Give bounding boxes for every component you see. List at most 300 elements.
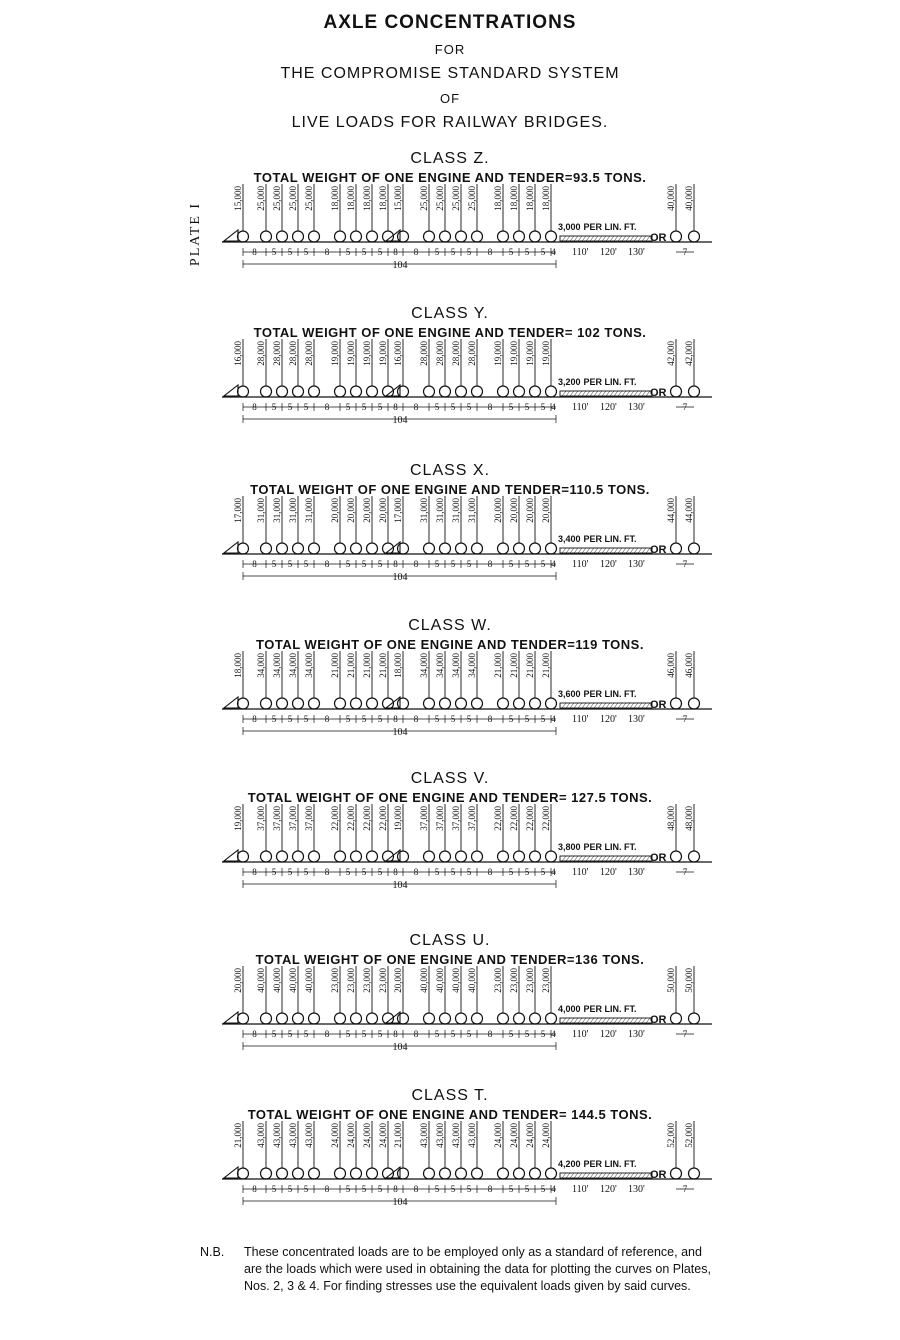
spacing-label: 5: [271, 1029, 277, 1039]
axle-load-label: 34,000: [288, 653, 298, 678]
axle-load-label: 28,000: [435, 341, 445, 366]
axle-load-label: 21,000: [378, 653, 388, 678]
spacing-label: 8: [393, 714, 398, 724]
class-block: [0, 462, 900, 622]
wheel-tender: [514, 386, 525, 397]
axle-load-label: 37,000: [451, 806, 461, 831]
wheel-tender: [351, 386, 362, 397]
wheel-alternate: [671, 851, 682, 862]
wheel-pilot: [398, 851, 409, 862]
wheel-pilot: [398, 231, 409, 242]
alternate-load-label: 44,000: [666, 498, 676, 523]
spacing-label: 5: [508, 1029, 514, 1039]
class-block: [0, 305, 900, 465]
axle-load-label: 19,000: [362, 341, 372, 366]
spacing-label: 8: [413, 247, 419, 257]
spacing-label: 5: [524, 714, 530, 724]
spacing-label: 5: [303, 867, 309, 877]
axle-load-label: 21,000: [346, 653, 356, 678]
wheel-driver: [472, 1168, 483, 1179]
engine-front-marker: [224, 850, 238, 861]
wheel-driver: [277, 698, 288, 709]
uniform-load-band: [560, 236, 652, 241]
axle-load-label: 23,000: [493, 968, 503, 993]
spacing-label: 5: [508, 559, 514, 569]
spacing-label: 5: [540, 402, 546, 412]
spacing-label: 5: [287, 402, 293, 412]
spacing-label: 5: [377, 559, 383, 569]
spacing-label: 5: [524, 402, 530, 412]
axle-load-label: 18,000: [525, 186, 535, 211]
wheel-tender: [514, 1168, 525, 1179]
axle-diagram: [0, 962, 900, 1090]
total-length-label: 104: [392, 260, 408, 271]
per-lin-ft-label: PER LIN. FT.: [583, 842, 637, 852]
axle-load-label: 31,000: [256, 498, 266, 523]
wheel-driver: [277, 1013, 288, 1024]
wheel-tender: [335, 1013, 346, 1024]
spacing-label: 5: [361, 559, 367, 569]
span-label: 120': [600, 247, 617, 258]
spacing-label: 5: [450, 247, 456, 257]
end-spacing-label: 7: [682, 247, 688, 257]
wheel-driver: [424, 386, 435, 397]
axle-load-label: 43,000: [304, 1123, 314, 1148]
wheel-tender: [367, 386, 378, 397]
axle-load-label: 15,000: [233, 186, 243, 211]
axle-load-label: 40,000: [272, 968, 282, 993]
alternate-load-label: 52,000: [684, 1123, 694, 1148]
uniform-load-value: 3,400: [558, 534, 581, 544]
wheel-driver: [424, 231, 435, 242]
axle-load-label: 28,000: [304, 341, 314, 366]
uniform-load-group: [558, 689, 637, 699]
wheel-driver: [277, 386, 288, 397]
axle-load-label: 22,000: [509, 806, 519, 831]
wheel-tender: [530, 851, 541, 862]
spacing-label: 5: [434, 1029, 440, 1039]
engine-front-marker: [224, 385, 238, 396]
spacing-label: 5: [450, 1184, 456, 1194]
wheel-pilot: [238, 386, 249, 397]
spacing-label: 5: [345, 867, 351, 877]
spacing-label: 5: [377, 1184, 383, 1194]
span-label: 130': [628, 1184, 645, 1195]
axle-load-label: 24,000: [525, 1123, 535, 1148]
spacing-label: 8: [252, 714, 257, 724]
class-name: CLASS Y.: [411, 305, 489, 322]
spacing-label: 8: [487, 559, 493, 569]
wheel-pilot: [238, 1013, 249, 1024]
total-length-label: 104: [392, 415, 408, 426]
axle-load-label: 22,000: [541, 806, 551, 831]
wheel-tender: [530, 386, 541, 397]
axle-load-label: 25,000: [304, 186, 314, 211]
axle-load-label: 21,000: [233, 1123, 243, 1148]
wheel-alternate: [689, 698, 700, 709]
axle-load-label: 18,000: [362, 186, 372, 211]
spacing-label: 5: [524, 559, 530, 569]
span-label: 110': [572, 559, 589, 570]
wheel-driver: [293, 543, 304, 554]
axle-load-label: 19,000: [393, 806, 403, 831]
wheel-tender: [367, 698, 378, 709]
axle-load-label: 25,000: [451, 186, 461, 211]
axle-load-label: 18,000: [541, 186, 551, 211]
span-label: 120': [600, 402, 617, 413]
spacing-label: 8: [413, 867, 419, 877]
axle-load-label: 22,000: [525, 806, 535, 831]
wheel-tender: [351, 698, 362, 709]
spacing-label: 8: [393, 247, 398, 257]
spacing-label: 5: [524, 1184, 530, 1194]
wheel-driver: [293, 851, 304, 862]
axle-load-label: 31,000: [304, 498, 314, 523]
spacing-label: 8: [393, 1029, 398, 1039]
wheel-tender: [514, 543, 525, 554]
spacing-label: 8: [324, 559, 330, 569]
spacing-label: 5: [345, 247, 351, 257]
spacing-label: 5: [303, 1184, 309, 1194]
spacing-label: 5: [450, 402, 456, 412]
wheel-tender: [367, 851, 378, 862]
axle-load-label: 19,000: [493, 341, 503, 366]
axle-load-label: 37,000: [304, 806, 314, 831]
total-weight-prefix: TOTAL WEIGHT OF ONE ENGINE AND TENDER: [256, 637, 568, 652]
axle-load-label: 18,000: [378, 186, 388, 211]
wheel-tender: [335, 851, 346, 862]
wheel-driver: [293, 698, 304, 709]
wheel-driver: [293, 231, 304, 242]
title-of: OF: [439, 91, 461, 106]
wheel-alternate: [689, 851, 700, 862]
wheel-driver: [440, 1013, 451, 1024]
uniform-load-value: 3,600: [558, 689, 581, 699]
spacing-label: 5: [450, 1029, 456, 1039]
wheel-driver: [261, 231, 272, 242]
wheel-tender: [546, 231, 557, 242]
axle-load-label: 25,000: [288, 186, 298, 211]
axle-load-label: 34,000: [256, 653, 266, 678]
wheel-tender: [498, 543, 509, 554]
spacing-label: 5: [345, 402, 351, 412]
spacing-label: 8: [393, 402, 398, 412]
wheel-tender: [530, 698, 541, 709]
total-weight-prefix: TOTAL WEIGHT OF ONE ENGINE AND TENDER: [247, 790, 559, 805]
wheel-driver: [440, 698, 451, 709]
wheel-driver: [456, 698, 467, 709]
class-block: [0, 770, 900, 930]
spacing-label: 8: [252, 1184, 257, 1194]
axle-load-label: 37,000: [272, 806, 282, 831]
axle-load-label: 43,000: [451, 1123, 461, 1148]
uniform-load-band: [560, 391, 652, 396]
wheel-tender: [351, 231, 362, 242]
or-label: OR: [650, 387, 667, 399]
axle-load-label: 21,000: [493, 653, 503, 678]
footnote-label: N.B.: [200, 1245, 225, 1259]
wheel-tender: [335, 386, 346, 397]
spacing-label: 8: [252, 247, 257, 257]
spacing-label: 5: [466, 867, 472, 877]
total-weight-value: =110.5 TONS.: [561, 482, 650, 497]
spacing-label: 5: [466, 559, 472, 569]
axle-load-label: 34,000: [419, 653, 429, 678]
wheel-driver: [261, 386, 272, 397]
or-label: OR: [650, 544, 667, 556]
wheel-driver: [440, 543, 451, 554]
wheel-driver: [424, 698, 435, 709]
uniform-load-group: [558, 842, 637, 852]
axle-load-label: 24,000: [362, 1123, 372, 1148]
class-block: [0, 617, 900, 777]
per-lin-ft-label: PER LIN. FT.: [583, 534, 637, 544]
subject-title: LIVE LOADS FOR RAILWAY BRIDGES.: [291, 114, 609, 131]
spacing-label: 4: [551, 1184, 556, 1194]
spacing-label: 5: [377, 402, 383, 412]
wheel-alternate: [689, 231, 700, 242]
total-weight-value: =136 TONS.: [566, 952, 645, 967]
class-block: [0, 1087, 900, 1247]
wheel-alternate: [671, 1013, 682, 1024]
total-weight-value: =119 TONS.: [567, 637, 644, 652]
spacing-label: 5: [287, 714, 293, 724]
wheel-driver: [261, 851, 272, 862]
spacing-label: 5: [466, 1029, 472, 1039]
or-label: OR: [650, 699, 667, 711]
wheel-tender: [367, 1013, 378, 1024]
wheel-driver: [424, 543, 435, 554]
wheel-driver: [277, 851, 288, 862]
wheel-driver: [309, 851, 320, 862]
axle-diagram: [0, 800, 900, 928]
per-lin-ft-label: PER LIN. FT.: [583, 222, 637, 232]
wheel-driver: [261, 698, 272, 709]
span-label: 130': [628, 714, 645, 725]
wheel-pilot: [238, 698, 249, 709]
per-lin-ft-label: PER LIN. FT.: [583, 377, 637, 387]
wheel-tender: [530, 543, 541, 554]
spacing-label: 5: [466, 1184, 472, 1194]
wheel-tender: [498, 851, 509, 862]
per-lin-ft-label: PER LIN. FT.: [583, 1159, 637, 1169]
engine-front-marker: [224, 697, 238, 708]
axle-load-label: 28,000: [256, 341, 266, 366]
spacing-label: 5: [287, 1029, 293, 1039]
uniform-load-band: [560, 703, 652, 708]
wheel-tender: [530, 1168, 541, 1179]
spacing-label: 5: [466, 402, 472, 412]
wheel-alternate: [671, 1168, 682, 1179]
axle-load-label: 28,000: [272, 341, 282, 366]
span-label: 110': [572, 402, 589, 413]
wheel-driver: [293, 1013, 304, 1024]
alternate-load-label: 42,000: [684, 341, 694, 366]
axle-load-label: 25,000: [256, 186, 266, 211]
axle-load-label: 24,000: [330, 1123, 340, 1148]
spacing-label: 5: [361, 247, 367, 257]
spacing-label: 8: [413, 402, 419, 412]
span-label: 130': [628, 402, 645, 413]
axle-load-label: 22,000: [493, 806, 503, 831]
axle-load-label: 22,000: [346, 806, 356, 831]
axle-load-label: 22,000: [362, 806, 372, 831]
wheel-tender: [514, 698, 525, 709]
wheel-driver: [261, 543, 272, 554]
class-name: CLASS T.: [411, 1087, 489, 1104]
wheel-driver: [309, 1168, 320, 1179]
spacing-label: 5: [524, 867, 530, 877]
wheel-driver: [472, 543, 483, 554]
total-weight-prefix: TOTAL WEIGHT OF ONE ENGINE AND TENDER: [253, 170, 565, 185]
axle-load-label: 19,000: [509, 341, 519, 366]
spacing-label: 5: [540, 1184, 546, 1194]
spacing-label: 5: [361, 402, 367, 412]
spacing-label: 4: [551, 714, 556, 724]
spacing-label: 8: [324, 867, 330, 877]
wheel-driver: [424, 1168, 435, 1179]
page-title: AXLE CONCENTRATIONS: [323, 12, 577, 33]
axle-load-label: 17,000: [233, 498, 243, 523]
end-spacing-label: 7: [682, 559, 688, 569]
wheel-tender: [367, 231, 378, 242]
spacing-label: 8: [252, 867, 257, 877]
spacing-label: 5: [508, 247, 514, 257]
class-block: [0, 932, 900, 1092]
axle-load-label: 18,000: [233, 653, 243, 678]
wheel-tender: [335, 231, 346, 242]
axle-load-label: 24,000: [378, 1123, 388, 1148]
axle-load-label: 37,000: [435, 806, 445, 831]
per-lin-ft-label: PER LIN. FT.: [583, 689, 637, 699]
axle-load-label: 25,000: [419, 186, 429, 211]
wheel-driver: [424, 851, 435, 862]
wheel-driver: [309, 231, 320, 242]
span-label: 110': [572, 1029, 589, 1040]
class-name: CLASS U.: [409, 932, 491, 949]
axle-load-label: 40,000: [451, 968, 461, 993]
end-spacing-label: 7: [682, 1029, 688, 1039]
spacing-label: 5: [271, 559, 277, 569]
axle-load-label: 31,000: [467, 498, 477, 523]
axle-load-label: 40,000: [467, 968, 477, 993]
spacing-label: 5: [434, 867, 440, 877]
span-label: 110': [572, 714, 589, 725]
axle-load-label: 20,000: [525, 498, 535, 523]
axle-load-label: 17,000: [393, 498, 403, 523]
wheel-tender: [530, 231, 541, 242]
wheel-driver: [440, 231, 451, 242]
spacing-label: 5: [287, 559, 293, 569]
spacing-label: 5: [540, 714, 546, 724]
axle-load-label: 37,000: [419, 806, 429, 831]
wheel-tender: [351, 1168, 362, 1179]
axle-load-label: 40,000: [304, 968, 314, 993]
total-weight-prefix: TOTAL WEIGHT OF ONE ENGINE AND TENDER: [253, 325, 565, 340]
wheel-tender: [546, 386, 557, 397]
spacing-label: 8: [324, 402, 330, 412]
axle-load-label: 16,000: [233, 341, 243, 366]
wheel-tender: [351, 851, 362, 862]
total-weight-value: = 102 TONS.: [564, 325, 647, 340]
wheel-driver: [456, 851, 467, 862]
spacing-label: 8: [393, 867, 398, 877]
spacing-label: 5: [377, 1029, 383, 1039]
spacing-label: 5: [434, 1184, 440, 1194]
spacing-label: 5: [303, 714, 309, 724]
total-length-label: 104: [392, 880, 408, 891]
wheel-alternate: [689, 1013, 700, 1024]
span-label: 130': [628, 247, 645, 258]
spacing-label: 5: [540, 1029, 546, 1039]
uniform-load-group: [558, 534, 637, 544]
span-label: 120': [600, 1184, 617, 1195]
axle-load-label: 28,000: [419, 341, 429, 366]
axle-load-label: 43,000: [435, 1123, 445, 1148]
axle-load-label: 34,000: [435, 653, 445, 678]
engine-front-marker: [224, 230, 238, 241]
axle-load-label: 34,000: [304, 653, 314, 678]
uniform-load-value: 3,800: [558, 842, 581, 852]
axle-load-label: 20,000: [493, 498, 503, 523]
axle-load-label: 21,000: [509, 653, 519, 678]
spacing-label: 5: [508, 714, 514, 724]
spacing-label: 5: [450, 867, 456, 877]
axle-load-label: 19,000: [378, 341, 388, 366]
wheel-tender: [498, 698, 509, 709]
end-spacing-label: 7: [682, 867, 688, 877]
wheel-driver: [277, 231, 288, 242]
total-weight-prefix: TOTAL WEIGHT OF ONE ENGINE AND TENDER: [247, 1107, 559, 1122]
total-weight-value: = 127.5 TONS.: [558, 790, 653, 805]
wheel-driver: [456, 1013, 467, 1024]
axle-load-label: 25,000: [272, 186, 282, 211]
wheel-pilot: [398, 698, 409, 709]
axle-load-label: 24,000: [346, 1123, 356, 1148]
wheel-pilot: [238, 1168, 249, 1179]
axle-load-label: 21,000: [393, 1123, 403, 1148]
axle-load-label: 23,000: [541, 968, 551, 993]
wheel-alternate: [671, 386, 682, 397]
wheel-pilot: [238, 851, 249, 862]
wheel-tender: [530, 1013, 541, 1024]
wheel-driver: [440, 1168, 451, 1179]
axle-load-label: 20,000: [233, 968, 243, 993]
axle-load-label: 18,000: [330, 186, 340, 211]
alternate-load-label: 52,000: [666, 1123, 676, 1148]
axle-load-label: 23,000: [362, 968, 372, 993]
spacing-label: 4: [551, 247, 556, 257]
span-label: 110': [572, 867, 589, 878]
or-label: OR: [650, 1014, 667, 1026]
spacing-label: 8: [413, 1184, 419, 1194]
axle-load-label: 15,000: [393, 186, 403, 211]
axle-load-label: 25,000: [467, 186, 477, 211]
span-label: 130': [628, 867, 645, 878]
alternate-load-label: 46,000: [666, 653, 676, 678]
wheel-pilot: [238, 543, 249, 554]
spacing-label: 5: [345, 1184, 351, 1194]
axle-load-label: 31,000: [272, 498, 282, 523]
spacing-label: 5: [508, 402, 514, 412]
spacing-label: 5: [434, 559, 440, 569]
spacing-label: 8: [413, 559, 419, 569]
alternate-load-label: 42,000: [666, 341, 676, 366]
spacing-label: 5: [361, 1029, 367, 1039]
total-length-label: 104: [392, 1197, 408, 1208]
axle-load-label: 24,000: [509, 1123, 519, 1148]
axle-load-label: 20,000: [378, 498, 388, 523]
